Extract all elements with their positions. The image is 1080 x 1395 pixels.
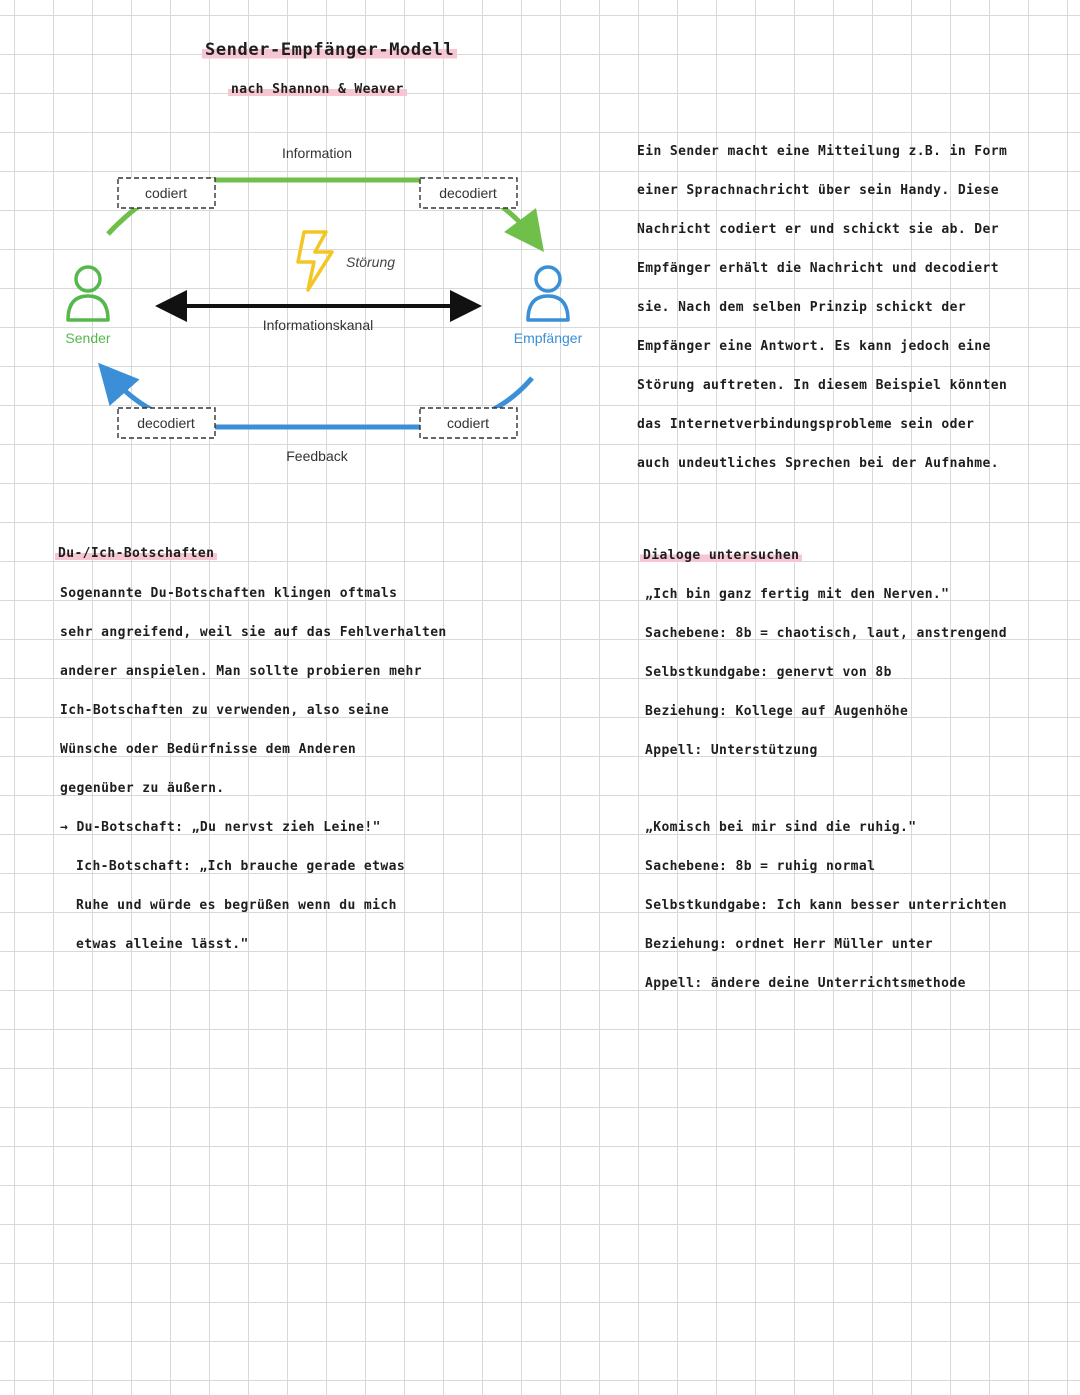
dialog1-line: Beziehung: Kollege auf Augenhöhe <box>645 704 909 719</box>
dialoge-heading: Dialoge untersuchen <box>640 548 802 563</box>
box-bottom-left-label: decodiert <box>137 415 195 431</box>
explanation-line: Nachricht codiert er und schickt sie ab. Der <box>637 222 999 237</box>
box-top-right-label: decodiert <box>439 185 497 201</box>
ich-example-line: Ich-Botschaft: „Ich brauche gerade etwas <box>76 859 406 874</box>
ich-example-line: Ruhe und würde es begrüßen wenn du mich <box>76 898 397 913</box>
feedback-label: Feedback <box>286 448 348 464</box>
dialog2-line: Selbstkundgabe: Ich kann besser unterrichten <box>645 898 1007 913</box>
page-subtitle: nach Shannon & Weaver <box>228 82 407 97</box>
box-top-left-label: codiert <box>144 185 188 201</box>
du-ich-heading: Du-/Ich-Botschaften <box>55 546 217 561</box>
explanation-line: Empfänger eine Antwort. Es kann jedoch eine <box>637 339 991 354</box>
dialog2-line: „Komisch bei mir sind die ruhig." <box>645 820 917 835</box>
explanation-line: Störung auftreten. In diesem Beispiel könnten <box>637 378 1008 393</box>
du-ich-line: Ich-Botschaften zu verwenden, also seine <box>60 703 390 718</box>
page-title: Sender-Empfänger-Modell <box>202 40 457 60</box>
sender-icon <box>68 267 108 320</box>
receiver-label: Empfänger <box>513 330 583 346</box>
du-ich-line: Wünsche oder Bedürfnisse dem Anderen <box>60 742 357 757</box>
information-label: Information <box>281 145 353 161</box>
ich-example-line: etwas alleine lässt." <box>76 937 249 952</box>
dialog2-line: Beziehung: ordnet Herr Müller unter <box>645 937 933 952</box>
dialog1-line: „Ich bin ganz fertig mit den Nerven." <box>645 587 950 602</box>
lightning-icon <box>298 232 332 290</box>
dialog1-line: Sachebene: 8b = chaotisch, laut, anstrengend <box>645 626 1007 641</box>
du-example: → Du-Botschaft: „Du nervst zieh Leine!" <box>60 820 381 835</box>
du-ich-line: sehr angreifend, weil sie auf das Fehlverhalten <box>60 625 447 640</box>
explanation-line: Ein Sender macht eine Mitteilung z.B. in Form <box>637 144 1008 159</box>
dialog1-line: Appell: Unterstützung <box>645 743 818 758</box>
sender-label: Sender <box>65 330 111 346</box>
channel-label: Informationskanal <box>262 317 374 333</box>
du-ich-line: gegenüber zu äußern. <box>60 781 225 796</box>
explanation-line: Empfänger erhält die Nachricht und decodiert <box>637 261 999 276</box>
explanation-line: einer Sprachnachricht über sein Handy. Diese <box>637 183 999 198</box>
du-ich-line: Sogenannte Du-Botschaften klingen oftmals <box>60 586 398 601</box>
dialog1-line: Selbstkundgabe: genervt von 8b <box>645 665 892 680</box>
dialog2-line: Sachebene: 8b = ruhig normal <box>645 859 876 874</box>
explanation-line: auch undeutliches Sprechen bei der Aufnahme. <box>637 456 999 471</box>
dialog2-line: Appell: ändere deine Unterrichtsmethode <box>645 976 966 991</box>
noise-label: Störung <box>346 254 396 270</box>
du-ich-line: anderer anspielen. Man sollte probieren mehr <box>60 664 422 679</box>
explanation-line: das Internetverbindungsprobleme sein oder <box>637 417 975 432</box>
explanation-line: sie. Nach dem selben Prinzip schickt der <box>637 300 967 315</box>
box-bottom-right-label: codiert <box>446 415 490 431</box>
receiver-icon <box>528 267 568 320</box>
communication-model-diagram <box>50 130 590 475</box>
